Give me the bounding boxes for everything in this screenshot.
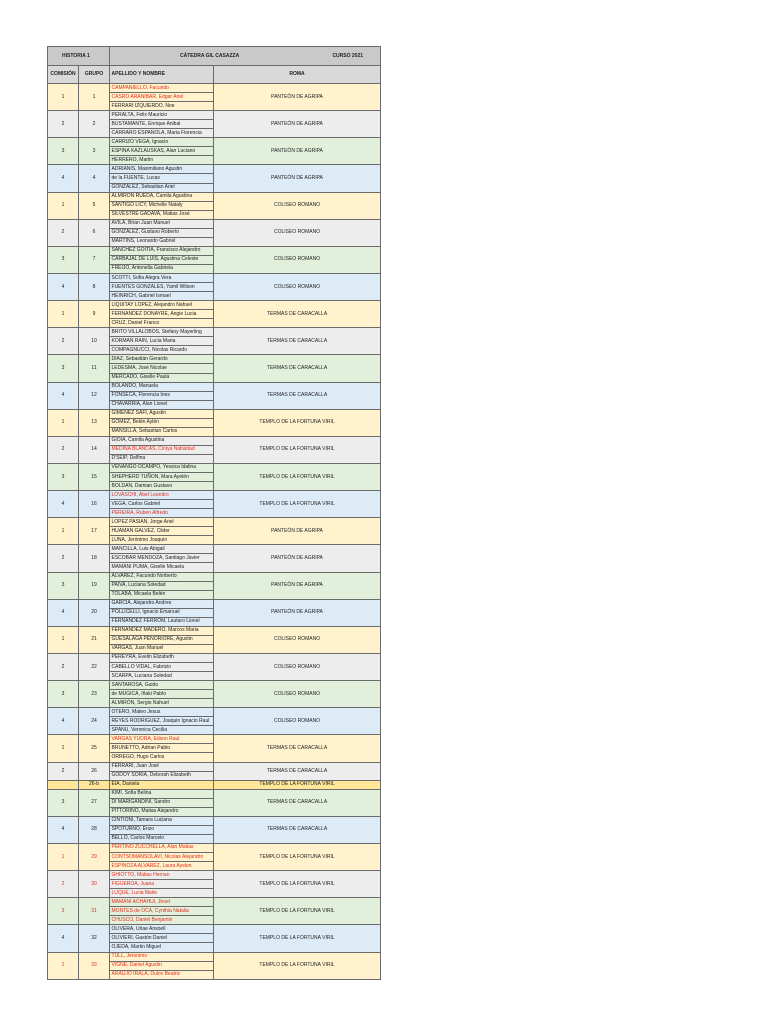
comision-cell: 4 bbox=[48, 925, 79, 952]
comision-cell: 1 bbox=[48, 84, 79, 111]
place-cell: TEMPLO DE LA FORTUNA VIRIL bbox=[214, 952, 381, 979]
table-row bbox=[48, 898, 381, 907]
student-name-cell: MARTINS, Leonardo Gabriel bbox=[110, 237, 214, 246]
table-row bbox=[48, 436, 381, 445]
table-row bbox=[48, 246, 381, 255]
place-cell: TERMAS DE CARACALLA bbox=[214, 382, 381, 409]
place-cell: PANTEÓN DE AGRIPA bbox=[214, 518, 381, 545]
table-row bbox=[48, 653, 381, 662]
header-row bbox=[48, 66, 381, 84]
comision-cell: 1 bbox=[48, 518, 79, 545]
table-row bbox=[48, 871, 381, 880]
place-cell: TERMAS DE CARACALLA bbox=[214, 735, 381, 762]
group-number-cell: 26 bbox=[79, 762, 110, 780]
col-header-name: APELLIDO Y NOMBRE bbox=[110, 66, 214, 84]
place-cell: TERMAS DE CARACALLA bbox=[214, 355, 381, 382]
table-row bbox=[48, 735, 381, 744]
student-name-cell: GIMENEZ SAFI, Agustin bbox=[110, 409, 214, 418]
student-name-cell: CASRO ARANIBAR, Edgar Ariel bbox=[110, 93, 214, 102]
table-row bbox=[48, 762, 381, 771]
student-name-cell: GODOY SORIA, Deborah Elizabeth bbox=[110, 771, 214, 780]
comision-cell: 4 bbox=[48, 382, 79, 409]
table-row bbox=[48, 952, 381, 961]
table-row bbox=[48, 409, 381, 418]
student-name-cell: BOLDAN, Damian Gustavo bbox=[110, 482, 214, 491]
place-cell: TEMPLO DE LA FORTUNA VIRIL bbox=[214, 780, 381, 789]
table-row bbox=[48, 328, 381, 337]
place-cell: COLISEO ROMANO bbox=[214, 681, 381, 708]
comision-cell: 1 bbox=[48, 192, 79, 219]
place-cell: TEMPLO DE LA FORTUNA VIRIL bbox=[214, 871, 381, 898]
student-name-cell: ALVAREZ, Facundo Norberto bbox=[110, 572, 214, 581]
student-name-cell: FIGUEROA, Juana bbox=[110, 880, 214, 889]
group-number-cell: 3 bbox=[79, 138, 110, 165]
place-cell: COLISEO ROMANO bbox=[214, 219, 381, 246]
place-cell: TERMAS DE CARACALLA bbox=[214, 816, 381, 843]
group-number-cell: 32 bbox=[79, 925, 110, 952]
comision-cell: 3 bbox=[48, 355, 79, 382]
student-name-cell: OLIVIERI, Gastón Daniel bbox=[110, 934, 214, 943]
group-number-cell: 29 bbox=[79, 843, 110, 870]
comision-cell: 3 bbox=[48, 246, 79, 273]
comision-cell: 2 bbox=[48, 111, 79, 138]
place-cell: COLISEO ROMANO bbox=[214, 653, 381, 680]
student-name-cell: CARBAJAL DE LUIS, Agustina Celeste bbox=[110, 255, 214, 264]
student-name-cell: EIA, Daniela bbox=[110, 780, 214, 789]
comision-cell: 4 bbox=[48, 816, 79, 843]
group-number-cell: 13 bbox=[79, 409, 110, 436]
student-name-cell: SPANU, Veronica Cecilia bbox=[110, 726, 214, 735]
group-number-cell: 14 bbox=[79, 436, 110, 463]
student-name-cell: COMPAGNUCCI, Nicolas Ricardo bbox=[110, 346, 214, 355]
group-number-cell: 11 bbox=[79, 355, 110, 382]
groups-table bbox=[47, 46, 381, 980]
student-name-cell: MAMANI ACHAHUI, Jhoel bbox=[110, 898, 214, 907]
student-name-cell: ESPINA KAZLAUSKAS, Alan Luciano bbox=[110, 147, 214, 156]
group-number-cell: 24 bbox=[79, 708, 110, 735]
place-cell: COLISEO ROMANO bbox=[214, 273, 381, 300]
student-name-cell: LUNA, Jerónimo Joaquin bbox=[110, 536, 214, 545]
student-name-cell: PERTINO ZUCCHELLA, Alan Matias bbox=[110, 843, 214, 852]
table-row bbox=[48, 789, 381, 798]
student-name-cell: LOVASCHI, Abel Leandro bbox=[110, 491, 214, 500]
student-name-cell: CRUZ, Daniel Franco bbox=[110, 319, 214, 328]
comision-cell: 2 bbox=[48, 762, 79, 780]
group-number-cell: 6 bbox=[79, 219, 110, 246]
student-name-cell: LOPEZ PASIAN, Jorge Ariel bbox=[110, 518, 214, 527]
student-name-cell: VARGAS YUDRA, Edson Raul bbox=[110, 735, 214, 744]
group-number-cell: 12 bbox=[79, 382, 110, 409]
title-row bbox=[48, 47, 381, 66]
comision-cell: 2 bbox=[48, 436, 79, 463]
student-name-cell: GUESALAGA PEÑORIORE, Agustin bbox=[110, 635, 214, 644]
student-name-cell: CINTIONI, Tamara Luciana bbox=[110, 816, 214, 825]
group-number-cell: 1 bbox=[79, 84, 110, 111]
group-number-cell: 16 bbox=[79, 491, 110, 518]
student-name-cell: de la FUENTE, Lucas bbox=[110, 174, 214, 183]
place-cell: TERMAS DE CARACALLA bbox=[214, 789, 381, 816]
comision-cell: 2 bbox=[48, 871, 79, 898]
student-name-cell: ARAUJO IRALA, Dulce Beatriz bbox=[110, 970, 214, 979]
student-name-cell: SANTAROSA, Guido bbox=[110, 681, 214, 690]
student-name-cell: KORMAN RAIN, Lucia Maria bbox=[110, 337, 214, 346]
student-name-cell: PEREIRA, Ruben Alfredo bbox=[110, 509, 214, 518]
comision-cell: 2 bbox=[48, 328, 79, 355]
chair-title: CÁTEDRA GIL CASAZZA bbox=[180, 52, 240, 59]
student-name-cell: REYES RODRIGUEZ, Joaquin Ignacio Raul bbox=[110, 717, 214, 726]
student-name-cell: BRITO VILLALOBOS, Stefany Mayerling bbox=[110, 328, 214, 337]
table-row bbox=[48, 382, 381, 391]
table-row bbox=[48, 708, 381, 717]
group-number-cell: 21 bbox=[79, 626, 110, 653]
table-row bbox=[48, 518, 381, 527]
group-number-cell: 5 bbox=[79, 192, 110, 219]
table-row bbox=[48, 301, 381, 310]
student-name-cell: ESCOBAR MENDOZA, Santiago Javier bbox=[110, 554, 214, 563]
student-name-cell: CHAVARRIA, Alan Lionel bbox=[110, 400, 214, 409]
student-name-cell: FERNANDEZ DONAYRE, Angie Lucia bbox=[110, 310, 214, 319]
place-cell: TEMPLO DE LA FORTUNA VIRIL bbox=[214, 843, 381, 870]
group-number-cell: 30 bbox=[79, 871, 110, 898]
place-cell: TEMPLO DE LA FORTUNA VIRIL bbox=[214, 436, 381, 463]
comision-cell: 3 bbox=[48, 572, 79, 599]
table-row bbox=[48, 138, 381, 147]
student-name-cell: MONTES de OCA, Cynthia Natalia bbox=[110, 907, 214, 916]
table-row bbox=[48, 780, 381, 789]
student-name-cell: MERCADO, Giselle Paula bbox=[110, 373, 214, 382]
place-cell: TEMPLO DE LA FORTUNA VIRIL bbox=[214, 491, 381, 518]
place-cell: COLISEO ROMANO bbox=[214, 246, 381, 273]
comision-cell bbox=[48, 780, 79, 789]
place-cell: TERMAS DE CARACALLA bbox=[214, 301, 381, 328]
student-name-cell: ALMIRÓN, Sergio Nahuel bbox=[110, 699, 214, 708]
table-row bbox=[48, 925, 381, 934]
student-name-cell: ADRIANIS, Maximiliano Agustin bbox=[110, 165, 214, 174]
student-name-cell: SCOTTI, Sofia Alegra Vera bbox=[110, 273, 214, 282]
student-name-cell: HEINRICH, Gabriel Ismael bbox=[110, 292, 214, 301]
group-number-cell: 27 bbox=[79, 789, 110, 816]
table-row bbox=[48, 84, 381, 93]
student-name-cell: FERRARI IZQUIERDO, Noe bbox=[110, 102, 214, 111]
student-name-cell: MANCILLA, Luis Abigail bbox=[110, 545, 214, 554]
comision-cell: 1 bbox=[48, 301, 79, 328]
student-name-cell: AVILA, Brian Juan Manuel bbox=[110, 219, 214, 228]
group-number-cell: 18 bbox=[79, 545, 110, 572]
table-row bbox=[48, 816, 381, 825]
table-row bbox=[48, 843, 381, 852]
student-name-cell: CARRARO ESPANOLA, Maria Florencia bbox=[110, 129, 214, 138]
place-cell: PANTEÓN DE AGRIPA bbox=[214, 545, 381, 572]
student-name-cell: SPOTURNO, Enzo bbox=[110, 825, 214, 834]
student-name-cell: PERALTA, Felix Mauricio bbox=[110, 111, 214, 120]
table-row bbox=[48, 219, 381, 228]
place-cell: COLISEO ROMANO bbox=[214, 626, 381, 653]
table-row bbox=[48, 273, 381, 282]
student-name-cell: SANCHEZ GOITIA, Francisco Alejandro bbox=[110, 246, 214, 255]
table-row bbox=[48, 626, 381, 635]
comision-cell: 3 bbox=[48, 138, 79, 165]
comision-cell: 1 bbox=[48, 626, 79, 653]
student-name-cell: FUENTES GONZALES, Yamil Wilson bbox=[110, 283, 214, 292]
student-name-cell: GHIOTTO, Matias Hernan bbox=[110, 871, 214, 880]
student-name-cell: SCARPA, Luciana Soledad bbox=[110, 672, 214, 681]
comision-cell: 3 bbox=[48, 463, 79, 490]
group-number-cell: 4 bbox=[79, 165, 110, 192]
group-number-cell: 28 bbox=[79, 816, 110, 843]
student-name-cell: LIQUITAY LOPEZ, Alejandro Nahuel bbox=[110, 301, 214, 310]
comision-cell: 1 bbox=[48, 843, 79, 870]
comision-cell: 4 bbox=[48, 708, 79, 735]
student-name-cell: BRUNETTO, Adrian Pablo bbox=[110, 744, 214, 753]
student-name-cell: VIGNE, Daniel Agustin bbox=[110, 961, 214, 970]
comision-cell: 2 bbox=[48, 653, 79, 680]
student-name-cell: GONZALEZ, Gustavo Roberto bbox=[110, 228, 214, 237]
table-row bbox=[48, 681, 381, 690]
group-number-cell: 8 bbox=[79, 273, 110, 300]
place-cell: TEMPLO DE LA FORTUNA VIRIL bbox=[214, 463, 381, 490]
group-number-cell: 22 bbox=[79, 653, 110, 680]
place-cell: TEMPLO DE LA FORTUNA VIRIL bbox=[214, 898, 381, 925]
table-row bbox=[48, 165, 381, 174]
place-cell: TEMPLO DE LA FORTUNA VIRIL bbox=[214, 925, 381, 952]
place-cell: TERMAS DE CARACALLA bbox=[214, 328, 381, 355]
student-name-cell: VEGA, Carlos Gabriel bbox=[110, 500, 214, 509]
table-row bbox=[48, 463, 381, 472]
title-right bbox=[110, 47, 381, 66]
comision-cell: 2 bbox=[48, 545, 79, 572]
group-number-cell: 20 bbox=[79, 599, 110, 626]
student-name-cell: LUQUE, Lucia Maite bbox=[110, 889, 214, 898]
comision-cell: 1 bbox=[48, 409, 79, 436]
student-name-cell: D'SEIP, Delfina bbox=[110, 454, 214, 463]
group-number-cell: 7 bbox=[79, 246, 110, 273]
student-name-cell: BUSTAMANTE, Enrique Anibal bbox=[110, 120, 214, 129]
table-row bbox=[48, 599, 381, 608]
comision-cell: 4 bbox=[48, 165, 79, 192]
student-name-cell: PAIVA, Luciana Soledad bbox=[110, 581, 214, 590]
student-name-cell: CAMPANIELLO, Facundo bbox=[110, 84, 214, 93]
place-cell: PANTEÓN DE AGRIPA bbox=[214, 111, 381, 138]
comision-cell: 3 bbox=[48, 681, 79, 708]
place-cell: COLISEO ROMANO bbox=[214, 708, 381, 735]
comision-cell: 1 bbox=[48, 735, 79, 762]
student-name-cell: DI MARIGANDINI, Sandro bbox=[110, 798, 214, 807]
comision-cell: 1 bbox=[48, 952, 79, 979]
student-name-cell: CARRIZO VEGA, Ignacio bbox=[110, 138, 214, 147]
student-name-cell: CHUSCO, Daniel Benjamin bbox=[110, 916, 214, 925]
student-name-cell: ORREGO, Hugo Carlos bbox=[110, 753, 214, 762]
place-cell: TERMAS DE CARACALLA bbox=[214, 762, 381, 780]
comision-cell: 3 bbox=[48, 898, 79, 925]
student-name-cell: FONSECA, Florencia Ines bbox=[110, 391, 214, 400]
place-cell: PANTEÓN DE AGRIPA bbox=[214, 572, 381, 599]
student-name-cell: DIAZ, Sebastián Gerardo bbox=[110, 355, 214, 364]
subject-title: HISTORIA 1 bbox=[48, 47, 110, 66]
student-name-cell: VARGAS, Juan Manuel bbox=[110, 644, 214, 653]
student-name-cell: MANSILLA, Sebastian Carlos bbox=[110, 427, 214, 436]
student-name-cell: OLIVERA, Uriae Ansoell bbox=[110, 925, 214, 934]
student-name-cell: FERNANDEZ MADERO, Marcos Maria bbox=[110, 626, 214, 635]
student-name-cell: BOLANDO, Manuela bbox=[110, 382, 214, 391]
col-header-comision: COMISIÓN bbox=[48, 66, 79, 84]
student-name-cell: de MUGICA, Iñaki Pablo bbox=[110, 690, 214, 699]
comision-cell: 3 bbox=[48, 789, 79, 816]
student-name-cell: SANTIGO LICY, Michelle Nataly bbox=[110, 201, 214, 210]
table-row bbox=[48, 572, 381, 581]
student-name-cell: FREIJO, Antonella Gabriela bbox=[110, 264, 214, 273]
group-number-cell: 33 bbox=[79, 952, 110, 979]
student-name-cell: GARCIA, Alejandro Andres bbox=[110, 599, 214, 608]
student-name-cell: KIMI, Sofia Belina bbox=[110, 789, 214, 798]
student-name-cell: SILVESTRE GADAVA, Matias José bbox=[110, 210, 214, 219]
place-cell: PANTEÓN DE AGRIPA bbox=[214, 599, 381, 626]
place-cell: COLISEO ROMANO bbox=[214, 192, 381, 219]
table-row bbox=[48, 111, 381, 120]
year-title: CURSO 2021 bbox=[332, 52, 364, 59]
student-name-cell: VENANGO OCAMPO, Yessica Idalina bbox=[110, 463, 214, 472]
group-number-cell: 19 bbox=[79, 572, 110, 599]
comision-cell: 4 bbox=[48, 491, 79, 518]
group-number-cell: 9 bbox=[79, 301, 110, 328]
group-number-cell: 25 bbox=[79, 735, 110, 762]
student-name-cell: FERRARI, Juan José bbox=[110, 762, 214, 771]
student-name-cell: FERNANDEZ FERROM, Lautaro Lionel bbox=[110, 617, 214, 626]
student-name-cell: PEREYRA, Evelin Elizabeth bbox=[110, 653, 214, 662]
group-number-cell: 17 bbox=[79, 518, 110, 545]
student-name-cell: MAMANI PUMA, Giselle Micaela bbox=[110, 563, 214, 572]
student-name-cell: CONTSOMANSOLAVI, Nicolas Alejandro bbox=[110, 852, 214, 861]
student-name-cell: POLLICELLI, Ignacio Emanuel bbox=[110, 608, 214, 617]
place-cell: PANTEÓN DE AGRIPA bbox=[214, 84, 381, 111]
group-number-cell: 23 bbox=[79, 681, 110, 708]
group-number-cell: 2 bbox=[79, 111, 110, 138]
place-cell: TEMPLO DE LA FORTUNA VIRIL bbox=[214, 409, 381, 436]
group-number-cell: 10 bbox=[79, 328, 110, 355]
table-row bbox=[48, 491, 381, 500]
student-name-cell: OTERO, Mateo Jesus bbox=[110, 708, 214, 717]
student-name-cell: BELLO, Carlos Marcelo bbox=[110, 834, 214, 843]
student-name-cell: ALMIRON RUEDA, Camila Agustina bbox=[110, 192, 214, 201]
student-name-cell: LEDESMA, José Nicolae bbox=[110, 364, 214, 373]
col-header-grupo: GRUPO bbox=[79, 66, 110, 84]
table-row bbox=[48, 355, 381, 364]
comision-cell: 4 bbox=[48, 273, 79, 300]
student-name-cell: OJEDA, Martin Miguel bbox=[110, 943, 214, 952]
student-name-cell: SHEPHERD TUÑON, Mara Ayelén bbox=[110, 473, 214, 482]
comision-cell: 4 bbox=[48, 599, 79, 626]
table-row bbox=[48, 545, 381, 554]
student-name-cell: CABELLO VIDAL, Fabrizio bbox=[110, 663, 214, 672]
student-name-cell: HUAMAN GALVEZ, Clider bbox=[110, 527, 214, 536]
student-name-cell: MEDINA BLANCAS, Cintya Natividad bbox=[110, 445, 214, 454]
student-name-cell: GONZALEZ, Sebastian Ariel bbox=[110, 183, 214, 192]
student-name-cell: ESPINOZA ALVAREZ, Laura Ayelen bbox=[110, 862, 214, 871]
student-name-cell: HERRERO, Martin bbox=[110, 156, 214, 165]
student-name-cell: PITTORINO, Matias Alejandro bbox=[110, 807, 214, 816]
group-number-cell: 31 bbox=[79, 898, 110, 925]
place-cell: PANTEÓN DE AGRIPA bbox=[214, 138, 381, 165]
student-name-cell: GOMEZ, Belén Aylén bbox=[110, 418, 214, 427]
student-name-cell: TOLABA, Micaela Belén bbox=[110, 590, 214, 599]
col-header-place: ROMA bbox=[214, 66, 381, 84]
group-number-cell: 15 bbox=[79, 463, 110, 490]
student-name-cell: GIOIA, Camila Agustina bbox=[110, 436, 214, 445]
table-row bbox=[48, 192, 381, 201]
student-name-cell: TULL, Jeronimo bbox=[110, 952, 214, 961]
comision-cell: 2 bbox=[48, 219, 79, 246]
place-cell: PANTEÓN DE AGRIPA bbox=[214, 165, 381, 192]
group-number-cell: 26-b bbox=[79, 780, 110, 789]
